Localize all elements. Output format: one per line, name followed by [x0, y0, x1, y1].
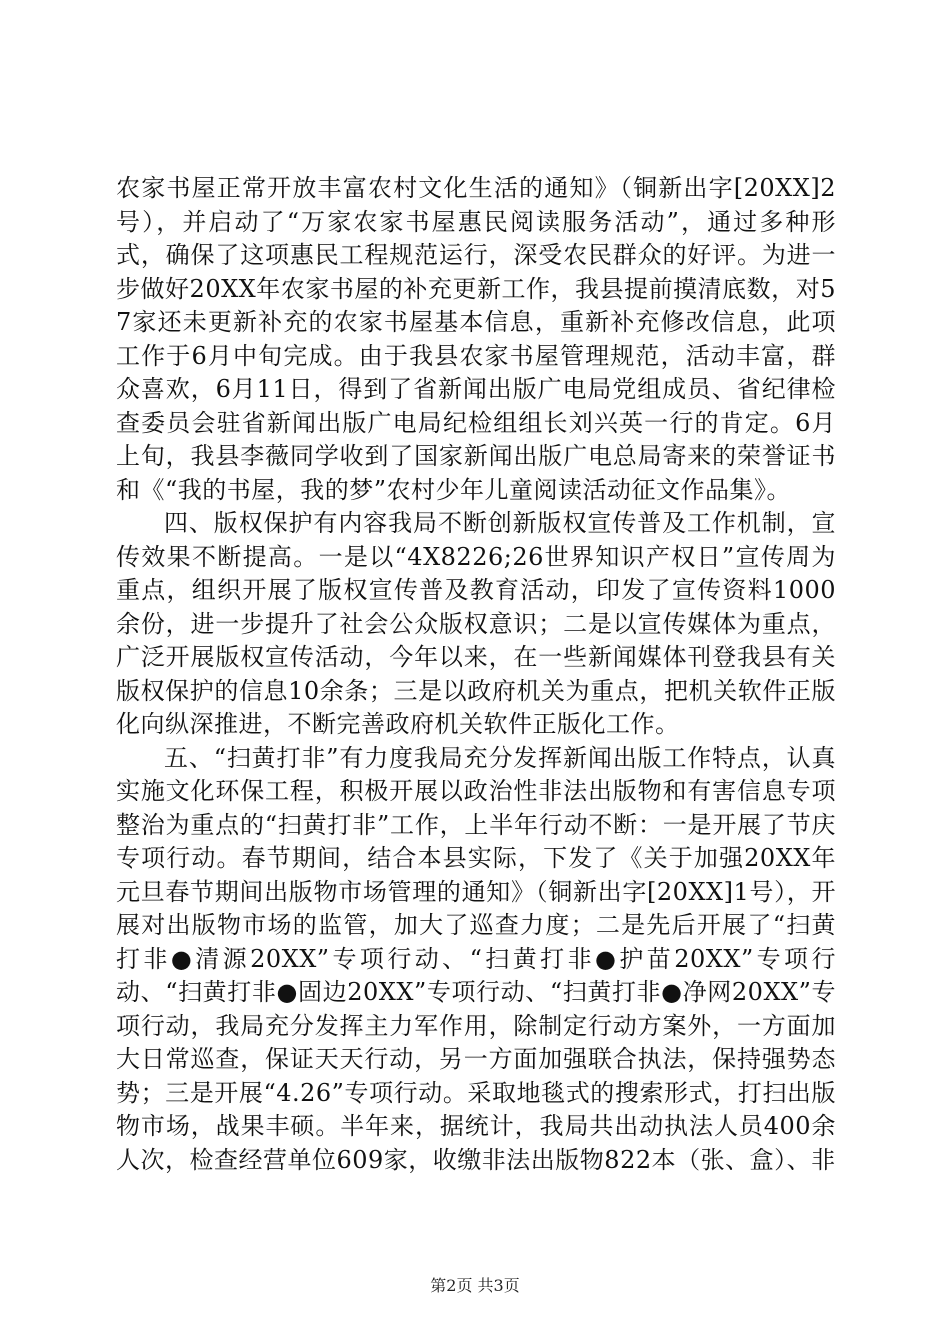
paragraph-copyright-protection: 四、版权保护有内容我局不断创新版权宣传普及工作机制，宣传效果不断提高。一是以“4X8226;26世界知识产权日”宣传周为重点，组织开展了版权宣传普及教育活动，印发了宣传资料1000余份，进一步提升了社会公众版权意识；二是以宣传媒体为重点，广泛开展版权宣传活动，今年以来，在一些新闻媒体刊登我县有关版权保护的信息10余条；三是以政府机关为重点，把机关软件正版化向纵深推进，不断完善政府机关软件正版化工作。 [116, 509, 836, 738]
document-body [116, 172, 836, 1177]
paragraph-continuation: 农家书屋正常开放丰富农村文化生活的通知》（铜新出字[20XX]2号），并启动了“万家农家书屋惠民阅读服务活动”，通过多种形式，确保了这项惠民工程规范运行，深受农民群众的好评。为进一步做好20XX年农家书屋的补充更新工作，我县提前摸清底数，对57家还未更新补充的农家书屋基本信息，重新补充修改信息，此项工作于6月中旬完成。由于我县农家书屋管理规范，活动丰富，群众喜欢，6月11日，得到了省新闻出版广电局党组成员、省纪律检查委员会驻省新闻出版广电局纪检组组长刘兴英一行的肯定。6月上旬，我县李薇同学收到了国家新闻出版广电总局寄来的荣誉证书和《“我的书屋，我的梦”农村少年儿童阅读活动征文作品集》。 [116, 174, 836, 504]
paragraph-anti-pornography: 五、“扫黄打非”有力度我局充分发挥新闻出版工作特点，认真实施文化环保工程，积极开展以政治性非法出版物和有害信息专项整治为重点的“扫黄打非”工作，上半年行动不断：一是开展了节庆专项行动。春节期间，结合本县实际，下发了《关于加强20XX年元旦春节期间出版物市场管理的通知》（铜新出字[20XX]1号），开展对出版物市场的监管，加大了巡查力度；二是先后开展了“扫黄打非●清源20XX”专项行动、“扫黄打非●护苗20XX”专项行动、“扫黄打非●固边20XX”专项行动、“扫黄打非●净网20XX”专项行动，我局充分发挥主力军作用，除制定行动方案外，一方面加大日常巡查，保证天天行动，另一方面加强联合执法，保持强势态势；三是开展“4.26”专项行动。采取地毯式的搜索形式，打扫出版物市场，战果丰硕。半年来，据统计，我局共出动执法人员400余人次，检查经营单位609家，收缴非法出版物822本（张、盒）、非 [116, 743, 836, 1174]
page-footer: 第2页 共3页 [430, 1276, 520, 1295]
